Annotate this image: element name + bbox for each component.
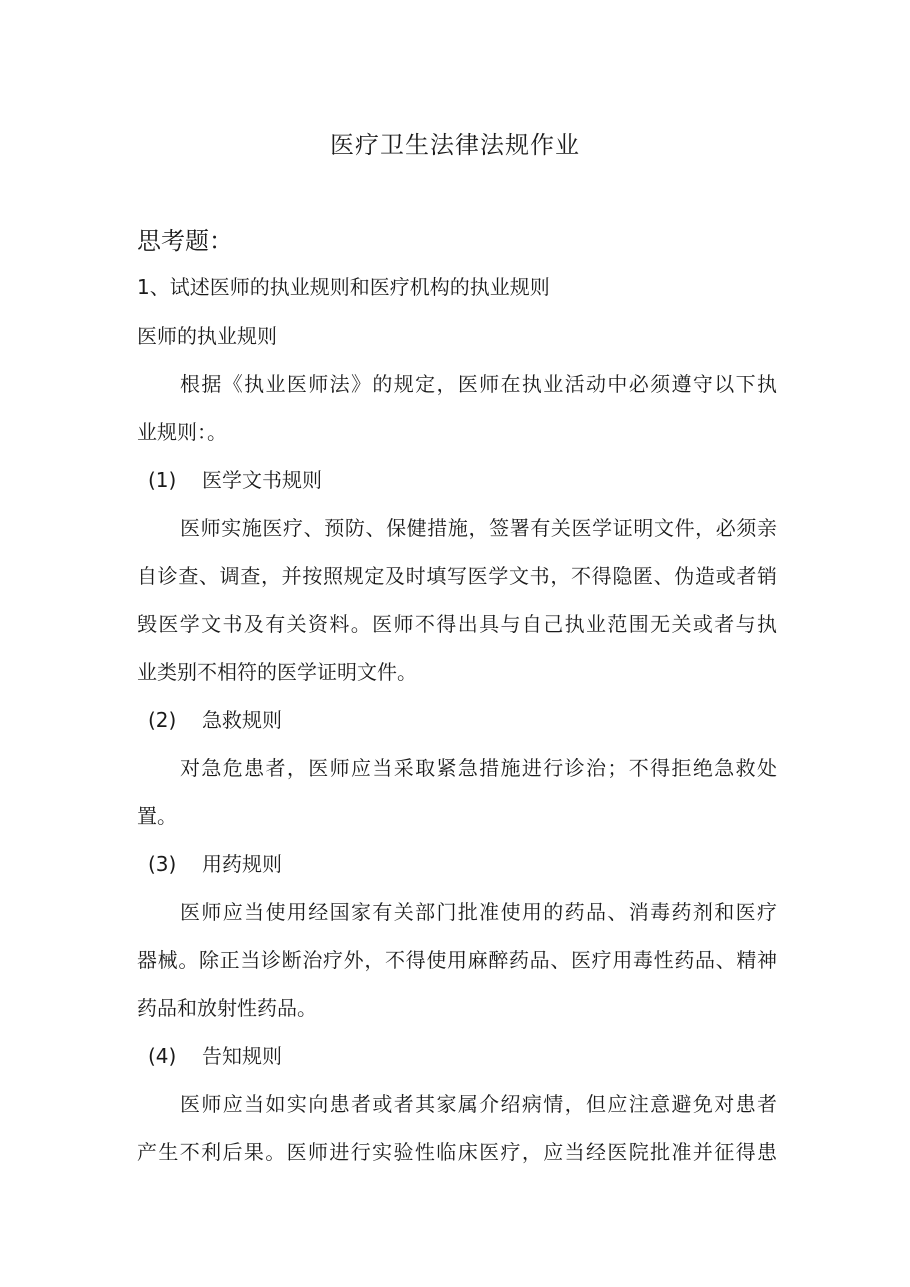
rule-1-heading	[148, 465, 788, 495]
section-heading: 思考题：	[137, 227, 233, 255]
rule-3-number: (3)	[148, 852, 177, 876]
intro-line-2: 业规则：。	[137, 420, 227, 444]
rule-3-line-3: 药品和放射性药品。	[137, 996, 317, 1020]
rule-2-heading	[148, 705, 788, 735]
rule-2-title: 急救规则	[202, 708, 282, 732]
rule-4-line-1: 医师应当如实向患者或者其家属介绍病情，但应注意避免对患者	[180, 1092, 777, 1116]
rule-4-title: 告知规则	[202, 1044, 282, 1068]
intro-line-1: 根据《执业医师法》的规定，医师在执业活动中必须遵守以下执	[180, 372, 777, 396]
rule-1-number: (1)	[148, 468, 177, 492]
rule-3-title: 用药规则	[202, 852, 282, 876]
rule-3-line-2: 器械。除正当诊断治疗外，不得使用麻醉药品、医疗用毒性药品、精神	[137, 948, 777, 972]
rule-4-line-2: 产生不利后果。医师进行实验性临床医疗，应当经医院批准并征得患	[137, 1140, 777, 1164]
rule-1-line-1: 医师实施医疗、预防、保健措施，签署有关医学证明文件，必须亲	[180, 516, 777, 540]
rule-1-line-4: 业类别不相符的医学证明文件。	[137, 660, 417, 684]
document-title: 医疗卫生法律法规作业	[330, 131, 580, 159]
rule-3-heading	[148, 849, 788, 879]
rule-1-line-2: 自诊查、调查，并按照规定及时填写医学文书，不得隐匿、伪造或者销	[137, 564, 777, 588]
rule-2-line-1: 对急危患者，医师应当采取紧急措施进行诊治；不得拒绝急救处	[180, 756, 777, 780]
rule-1-line-3: 毁医学文书及有关资料。医师不得出具与自己执业范围无关或者与执	[137, 612, 777, 636]
section-title: 医师的执业规则	[137, 324, 277, 348]
rule-4-heading	[148, 1041, 788, 1071]
rule-4-number: (4)	[148, 1044, 177, 1068]
rule-1-title: 医学文书规则	[202, 468, 322, 492]
rule-2-line-2: 置。	[137, 804, 177, 828]
question-text: 1、试述医师的执业规则和医疗机构的执业规则	[137, 275, 550, 299]
rule-3-line-1: 医师应当使用经国家有关部门批准使用的药品、消毒药剂和医疗	[180, 900, 777, 924]
rule-2-number: (2)	[148, 708, 177, 732]
